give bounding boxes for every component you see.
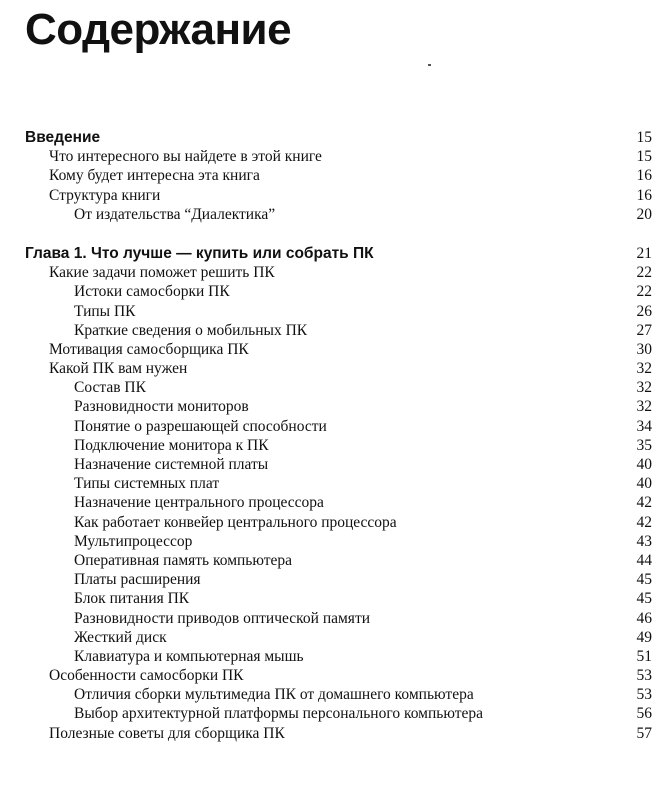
toc-entry-label: Понятие о разрешающей способности <box>74 417 327 435</box>
toc-entry-label: Как работает конвейер центрального процессора <box>74 513 397 531</box>
toc-entry-label: Глава 1. Что лучше — купить или собрать ПК <box>25 244 374 262</box>
toc-page-number: 32 <box>636 398 652 416</box>
toc-entry <box>0 609 672 628</box>
toc-entry-label: Что интересного вы найдете в этой книге <box>49 148 322 166</box>
toc-entry-label: Назначение центрального процессора <box>74 494 324 512</box>
toc-entry-label: Какой ПК вам нужен <box>49 360 188 378</box>
toc-entry <box>0 378 672 397</box>
toc-page-number: 34 <box>636 417 652 435</box>
toc-entry-label: Блок питания ПК <box>74 590 190 608</box>
toc-page-number: 16 <box>636 167 652 185</box>
toc-page-number: 16 <box>636 186 652 204</box>
toc-entry <box>0 589 672 608</box>
toc-entry-label: Полезные советы для сборщика ПК <box>49 724 285 742</box>
toc-page-number: 45 <box>636 590 652 608</box>
toc-page-number: 40 <box>636 475 652 493</box>
toc-page-number: 15 <box>636 148 652 166</box>
toc-entry-label: Разновидности приводов оптической памяти <box>74 609 371 627</box>
toc-page-number: 27 <box>636 321 652 339</box>
toc-entry <box>0 474 672 493</box>
toc-entry <box>0 321 672 340</box>
toc-entry <box>0 302 672 321</box>
toc-entry <box>0 666 672 685</box>
toc-page-number: 45 <box>636 571 652 589</box>
toc-entry <box>0 263 672 282</box>
toc-entry-label: Введение <box>25 129 101 146</box>
toc-entry-label: Типы системных плат <box>74 475 220 493</box>
toc-page-number: 22 <box>636 283 652 301</box>
page-title: Содержание <box>25 5 292 54</box>
toc-entry <box>0 493 672 512</box>
toc-entry-label: Оперативная память компьютера <box>74 551 293 569</box>
toc-entry <box>0 455 672 474</box>
toc-page-number: 56 <box>636 705 652 723</box>
toc-page-number: 15 <box>636 129 652 146</box>
toc-entry <box>0 186 672 205</box>
toc-entry <box>0 166 672 185</box>
toc-entry-label: Особенности самосборки ПК <box>49 667 244 685</box>
toc-entry <box>0 685 672 704</box>
toc-entry <box>0 628 672 647</box>
toc-entry-label: Отличия сборки мультимедиа ПК от домашнего компьютера <box>74 686 474 704</box>
toc-entry <box>0 417 672 436</box>
toc-entry-label: Состав ПК <box>74 379 146 397</box>
toc-entry-label: Истоки самосборки ПК <box>74 283 230 301</box>
toc-entry <box>0 704 672 723</box>
toc-entry-label: Разновидности мониторов <box>74 398 249 416</box>
toc-entry <box>0 513 672 532</box>
toc-page-number: 43 <box>636 532 652 550</box>
toc-page-number: 32 <box>636 360 652 378</box>
toc-page-number: 32 <box>636 379 652 397</box>
toc-entry <box>0 359 672 378</box>
toc-entry-label: Подключение монитора к ПК <box>74 436 269 454</box>
toc-page-number: 46 <box>636 609 652 627</box>
scan-speck <box>428 64 431 66</box>
toc-entry <box>0 282 672 301</box>
toc-entry <box>0 205 672 224</box>
toc-entry-label: От издательства “Диалектика” <box>74 205 276 223</box>
toc-entry-label: Типы ПК <box>74 302 136 320</box>
toc-page-number: 53 <box>636 686 652 704</box>
toc-entry <box>0 532 672 551</box>
toc-entry-label: Какие задачи поможет решить ПК <box>49 264 275 282</box>
toc-entry <box>0 436 672 455</box>
toc-entry <box>0 397 672 416</box>
toc-heading <box>0 128 672 147</box>
toc-entry-label: Краткие сведения о мобильных ПК <box>74 321 308 339</box>
toc-entry-label: Платы расширения <box>74 571 201 589</box>
toc-entry-label: Назначение системной платы <box>74 456 269 473</box>
toc-page-number: 22 <box>636 264 652 282</box>
toc-entry <box>0 647 672 666</box>
table-of-contents <box>0 128 672 743</box>
toc-entry-label: Структура книги <box>49 186 161 204</box>
toc-entry <box>0 570 672 589</box>
toc-page-number: 42 <box>636 513 652 531</box>
toc-heading <box>0 244 672 263</box>
toc-page-number: 57 <box>636 724 652 742</box>
toc-entry-label: Кому будет интересна эта книга <box>49 167 260 185</box>
toc-page-number: 49 <box>636 628 652 646</box>
toc-page-number: 44 <box>636 551 652 569</box>
toc-page-number: 35 <box>636 436 652 454</box>
toc-entry-label: Выбор архитектурной платформы персонального компьютера <box>74 705 483 723</box>
toc-entry <box>0 724 672 743</box>
toc-page-number: 42 <box>636 494 652 512</box>
section-gap <box>0 224 672 244</box>
toc-page-number: 51 <box>636 647 652 665</box>
toc-page-number: 30 <box>636 340 652 358</box>
toc-page-number: 21 <box>636 244 652 262</box>
toc-page-number: 53 <box>636 667 652 685</box>
toc-entry <box>0 340 672 359</box>
toc-entry-label: Жесткий диск <box>74 628 167 646</box>
toc-page-number: 26 <box>636 302 652 320</box>
toc-entry-label: Мотивация самосборщика ПК <box>49 340 249 358</box>
toc-entry <box>0 147 672 166</box>
toc-entry <box>0 551 672 570</box>
toc-entry-label: Мультипроцессор <box>74 532 193 550</box>
toc-page-number: 40 <box>636 456 652 473</box>
toc-page-number: 20 <box>636 205 652 223</box>
toc-entry-label: Клавиатура и компьютерная мышь <box>74 647 304 665</box>
